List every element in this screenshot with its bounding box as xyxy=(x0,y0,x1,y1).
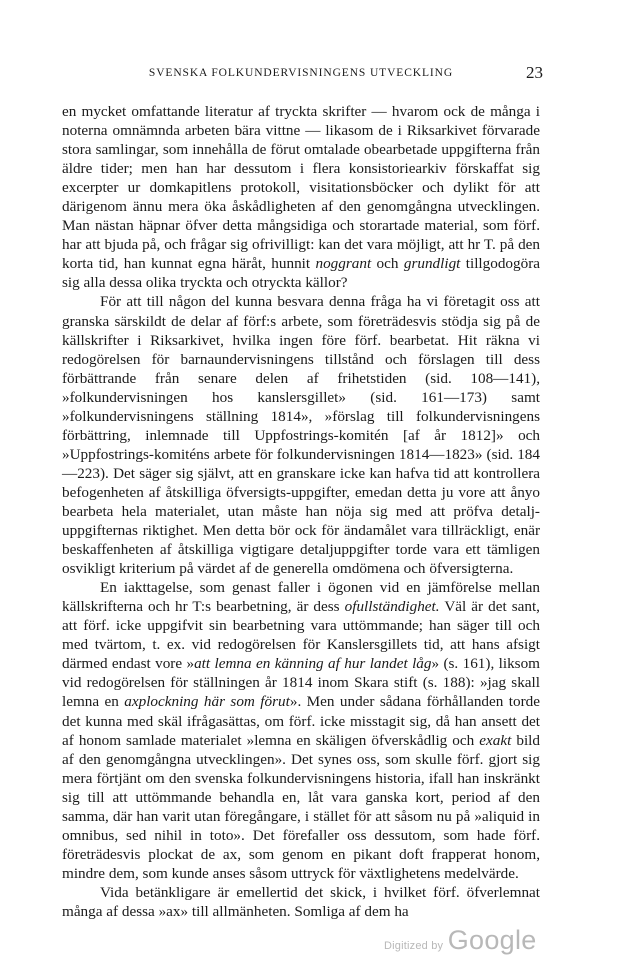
text-segment: Vida betänkligare är emellertid det skick, i hvilket förf. öfverlemnat många af dessa »ax» till allmänheten. Somliga af dem ha xyxy=(62,883,540,920)
italic-text: att lemna en känning af hur landet låg xyxy=(194,655,432,673)
paragraph xyxy=(62,883,540,921)
text-segment: och xyxy=(371,255,404,273)
google-logo: Google xyxy=(447,925,537,955)
paragraph xyxy=(62,102,540,292)
text-segment: bild af den genomgångna utvecklingen». Det synes oss, som skulle förf. gjort sig mera förtjänt om den svenska folkundervisningens historia, ifall han inskränkt sig till att uttömmande behandla en, låt vara ganska kort, period af den samma, där han varit utan föregångare, i stället för att såsom nu på »aliquid in omnibus, sed nihil in toto». Det förefaller oss dessutom, som hade förf. företrädesvis plockat de ax, som genom en pikant doft frapperat honom, mindre dem, som kunde anses såsom uttryck för växtlighetens medelvärde. xyxy=(62,731,540,882)
watermark-prefix: Digitized by xyxy=(384,940,444,952)
text-segment: En iakttagelse, som genast faller i ögonen vid en jämförelse mellan källskrifterna och hr T:s bearbetning, är dess xyxy=(62,579,540,616)
italic-text: axplockning här som förut xyxy=(124,693,290,711)
page-header xyxy=(62,63,543,82)
italic-text: ofullständighet. xyxy=(344,598,440,616)
text-segment: Väl är det sant, att förf. icke uppgifvit sin bearbetning vara uttömmande; han säger till och med tvärtom, t. ex. vid redogörelsen för Kanslersgillets tid, att hans afsigt därmed endast vore » xyxy=(62,598,540,673)
text-segment: För att till någon del kunna besvara denna fråga ha vi företagit oss att granska särskildt de delar af förf:s arbete, som företrädesvis stödja sig på de källskrifter i Riksarkivet, hvilka ingen före förf. bearbetat. Hit räkna vi redogörelsen för barnaundervisningens tillstånd och förslagen till dess förbättrande från senare delen af frihetstiden (sid. 108—141), »folkundervisningen hos kanslersgillet» (sid. 161—173) samt »folkundervisningens ställning 1814», »förslag till folkundervisningens förbättring, inlemnade till Uppfostrings-komitén [af år 1812]» och »Uppfostrings-komiténs arbete för folkundervisningen 1814—1823» (sid. 184—223). Det säger sig självt, att en granskare icke kan hafva tid att kontrollera befogenheten af åtskilliga öfversigts-uppgifter, emedan detta ju vore att ånyo bearbeta hela materialet, utan måste han nöja sig med att pröfva detalj-uppgifternas riktighet. Men detta bör ock för ändamålet vara tillräckligt, enär beskaffenheten af åtskilliga vigtigare detaljuppgifter torde vara ett tämligen osvikligt kriterium på värdet af de generella omdömena och öfversigterna. xyxy=(62,293,540,578)
running-title: SVENSKA FOLKUNDERVISNINGENS UTVECKLING xyxy=(148,67,454,79)
italic-text: grundligt xyxy=(403,255,461,273)
digitized-watermark xyxy=(384,925,537,956)
italic-text: noggrant xyxy=(315,255,372,273)
text-segment: ». Men under sådana förhållanden torde det kunna med skäl ifrågasättas, om förf. icke misstagit sig, då han ansett det af honom samlade materialet »lemna en skäligen öfverskådlig och xyxy=(62,693,540,749)
text-segment: tillgodogöra sig alla dessa olika tryckta och otryckta källor? xyxy=(62,255,540,292)
page-number: 23 xyxy=(526,63,543,82)
text-segment: en mycket omfattande literatur af tryckta skrifter — hvarom ock de många i noterna omnämnda arbeten bära vittne — likasom de i Riksarkivet förvarade stora samlingar, som innehålla de förut omtalade obearbetade uppgifterna från äldre tider; men han har dessutom i flera konsistoriearkiv förskaffat sig excerpter ur domkapitlens protokoll, visitationsböcker och dylikt för att därigenom ännu mera öka åskådligheten af den genomgångna utvecklingen. Man nästan häpnar öfver detta mångsidiga och storartade material, som förf. har att bjuda på, och frågar sig ofrivilligt: kan det vara möjligt, att hr T. på den korta tid, han kunnat egna häråt, hunnit xyxy=(62,103,540,273)
text-segment: » (s. 161), liksom vid redogörelsen för ställningen år 1814 inom Skara stift (s. 188): »jag skall lemna en xyxy=(62,655,540,711)
paragraph xyxy=(62,292,540,578)
paragraph xyxy=(62,578,540,883)
italic-text: exakt xyxy=(479,731,512,749)
body-text xyxy=(62,102,540,921)
